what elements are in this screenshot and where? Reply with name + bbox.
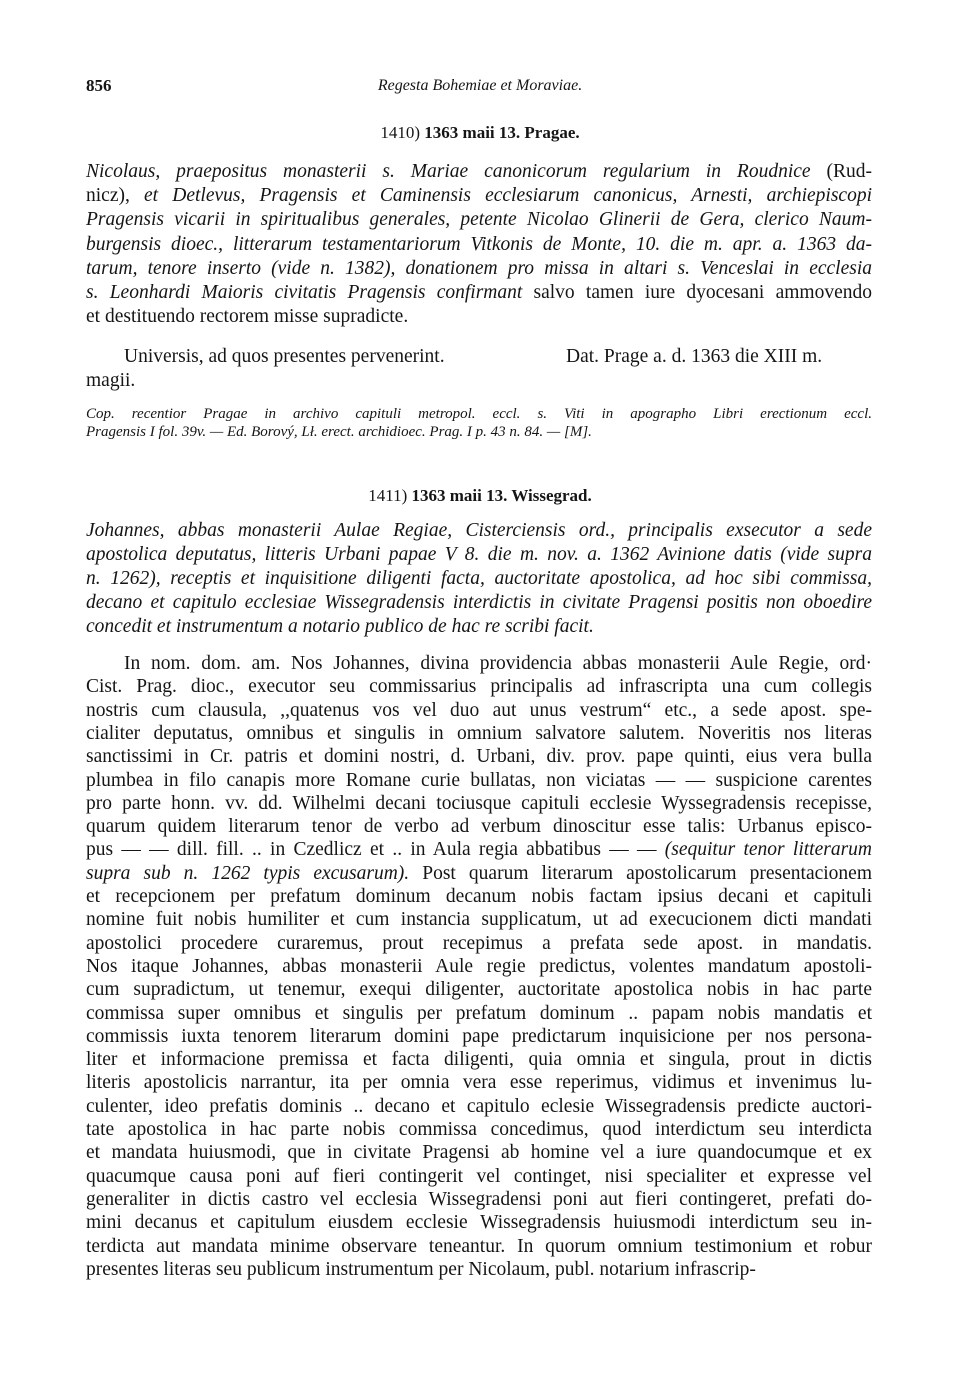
- roman-segment: cialiter deputatus, omnibus et singulis in omnium salvatore salutem. Noveritis nos literas: [86, 722, 872, 744]
- charter-text-line: [86, 815, 872, 839]
- roman-segment: Post quarum literarum apostolicarum presentacionem: [409, 862, 872, 884]
- charter-text-line: [86, 769, 872, 793]
- charter-text-line: [86, 652, 872, 676]
- entry-number: 1410): [380, 123, 421, 142]
- charter-text-line-text: [86, 1166, 872, 1187]
- charter-text-line-text: [86, 1003, 872, 1024]
- charter-text-line-text: [86, 909, 872, 930]
- roman-segment: liter et informacione premissa et facta diligenti, quia omnia et singula, prout in dictis: [86, 1049, 872, 1071]
- charter-text-line-text: [86, 886, 872, 907]
- roman-segment: commissis iuxta tenorem literarum domini pape predictarum inquisicione per nos persona-: [86, 1025, 872, 1047]
- regest-1410-line: [86, 257, 872, 281]
- charter-text-line: [86, 1141, 872, 1165]
- roman-segment: pus — — dill. fill. .. in Czedlicz et .. in Aula regia abbatibus — —: [86, 839, 665, 861]
- regest-1410-line: [86, 305, 872, 329]
- roman-segment: cum supradictum, ut tenemur, exequi diligenter, auctoritate apostolica nobis in hac parte: [86, 979, 872, 1001]
- charter-text-line-text: [86, 1236, 872, 1257]
- charter-text-line-text: [86, 700, 872, 721]
- roman-segment: (Rud-: [826, 161, 872, 182]
- entry-heading-1411: [0, 484, 960, 508]
- charter-text-line-text: [86, 1072, 872, 1093]
- roman-segment: quarum quidem literarum tenor de verbo ad verbum dinoscitur esse talis: Urbanus episco-: [86, 816, 872, 838]
- regest-1410-line-text: [86, 185, 872, 206]
- charter-text-line-text: [86, 1259, 756, 1280]
- roman-segment: terdicta aut mandata minime observare teneantur. In quorum omnium testimonium et robur: [86, 1235, 872, 1257]
- charter-text-line: [86, 1095, 872, 1119]
- italic-segment: et Detlevus, Pragensis et Caminensis ecclesiarum canonicus, Arnesti, archiepiscopi: [129, 185, 872, 207]
- entry-date-place: 1363 maii 13. Wissegrad.: [411, 486, 592, 505]
- regest-1411-line: n. 1262), receptis et inquisitione diligenti facta, auctoritate apostolica, ad hoc sibi commissa,: [86, 568, 872, 589]
- italic-segment: burgensis dioec., litterarum testamentariorum Vitkonis de Monte, 10. die m. apr. a. 1363 da-: [86, 233, 872, 255]
- dating-continuation: magii.: [86, 370, 136, 391]
- charter-text-line-text: [86, 1096, 872, 1117]
- regest-1410-line-text: [86, 258, 872, 279]
- italic-segment: supra sub n. 1262 typis excusarum).: [86, 862, 410, 884]
- roman-segment: et mandata huiusmodi, que in civitate Pragensi ab homine vel a iure quandocumque et ex: [86, 1142, 872, 1164]
- charter-text-line-text: [86, 839, 872, 860]
- roman-segment: et recepcionem per prefatum dominum decanum nobis factam ipsius decani et capituli: [86, 886, 872, 907]
- italic-segment: s. Leonhardi Maioris civitatis Pragensis confirmant: [86, 282, 523, 303]
- charter-text-line: [86, 699, 872, 723]
- charter-text-line: [86, 862, 872, 886]
- charter-text-line: [86, 1258, 872, 1282]
- regest-1410-line-text: [86, 209, 872, 230]
- entry-number: 1411): [368, 486, 408, 505]
- charter-text-line-text: [86, 956, 872, 977]
- regest-1410-line-text: [86, 161, 872, 182]
- charter-text-line-text: [86, 723, 872, 744]
- charter-text-line: [86, 1048, 872, 1072]
- charter-text-line: [86, 792, 872, 816]
- roman-segment: salvo tamen iure dyocesani ammovendo: [522, 282, 872, 303]
- charter-text-line-text: [86, 1049, 872, 1070]
- regest-1410-line-text: [86, 306, 408, 327]
- italic-segment: Nicolaus, praepositus monasterii s. Mariae canonicorum regularium in Roudnice: [86, 161, 827, 182]
- regest-1410-line: [86, 281, 872, 305]
- charter-text-line: [86, 1235, 872, 1259]
- roman-segment: sanctissimi in Cr. patris et domini nostri, d. Urbani, div. prov. pape quinti, eius vera bulla: [86, 746, 872, 768]
- charter-text-line: [86, 838, 872, 862]
- charter-text-line-text: [86, 1142, 872, 1163]
- roman-segment: literis apostolicis narrantur, ita per omnia vera esse reperimus, vidimus et invenimus lu-: [86, 1072, 872, 1094]
- charter-text-line: [86, 885, 872, 909]
- charter-text-line-text: [86, 1189, 872, 1210]
- regest-1410-line-text: [86, 234, 872, 255]
- italic-segment: (sequitur tenor litterarum: [664, 839, 872, 861]
- charter-text-line: [86, 1118, 872, 1142]
- source-note-line-1: Cop. recentior Pragae in archivo capituli metropol. eccl. s. Viti in apographo Libri erectionum eccl.: [86, 406, 872, 422]
- entry-date-place: 1363 maii 13. Pragae.: [424, 123, 580, 142]
- charter-text-line-text: [86, 933, 872, 954]
- charter-text-line: [86, 908, 872, 932]
- regest-1411-line: apostolica deputatus, litteris Urbani papae V 8. die m. nov. a. 1362 Avinione datis (vide supra: [86, 544, 872, 565]
- charter-text-line: [86, 1188, 872, 1212]
- charter-text-line-text: [86, 793, 872, 814]
- regest-1410-line: [86, 233, 872, 257]
- roman-segment: quacumque causa poni auf fieri contingerit vel continget, nisi specialiter et expresse vel: [86, 1165, 872, 1187]
- roman-segment: presentes literas seu publicum instrumentum per Nicolaum, publ. notarium infrascrip-: [86, 1258, 756, 1280]
- charter-text-line: [86, 1211, 872, 1235]
- charter-text-line: [86, 745, 872, 769]
- charter-text-line: [86, 978, 872, 1002]
- roman-segment: tate apostolica in hac parte nobis commissa concedimus, quod interdictum seu interdicta: [86, 1119, 872, 1140]
- roman-segment: nomine fuit nobis humiliter et cum instancia supplicatum, ut ad execucionem dicti mandati: [86, 909, 872, 931]
- regest-1411-line: decano et capitulo ecclesiae Wissegradensis interdictis in civitate Pragensi positis non oboedire: [86, 592, 872, 613]
- roman-segment: apostolici procedere curaremus, prout recepimus a prefata sede apost. in mandatis.: [86, 932, 872, 954]
- charter-text-line: [86, 955, 872, 979]
- entry-heading-1410: [0, 121, 960, 145]
- roman-segment: generaliter in dictis castro vel ecclesia Wissegradensi poni aut fieri contingeret, prefati do-: [86, 1188, 872, 1210]
- charter-text-line: [86, 1025, 872, 1049]
- roman-segment: In nom. dom. am. Nos Johannes, divina providencia abbas monasterii Aule Regie, ord·: [124, 653, 872, 674]
- charter-text-line-text: [86, 770, 872, 791]
- charter-text-line: [86, 1165, 872, 1189]
- roman-segment: Nos itaque Johannes, abbas monasterii Aule regie predictus, volentes mandatum apostoli-: [86, 955, 872, 977]
- page-number: 856: [86, 76, 112, 95]
- charter-text-line: [86, 1071, 872, 1095]
- incipit-text: Universis, ad quos presentes pervenerint.: [124, 346, 445, 367]
- regest-1411-line: Johannes, abbas monasterii Aulae Regiae, Cisterciensis ord., principalis exsecutor a sede: [86, 520, 872, 541]
- regest-1411-line: concedit et instrumentum a notario publico de hac re scribi facit.: [86, 616, 594, 637]
- dating-clause: Dat. Prage a. d. 1363 die XIII m.: [566, 346, 823, 367]
- charter-text-line-text: [86, 816, 872, 837]
- charter-text-line: [86, 932, 872, 956]
- roman-segment: culenter, ideo prefatis dominis .. decano et capitulo eclesie Wissegradensis predicte auctori-: [86, 1095, 872, 1117]
- roman-segment: pro parte honn. vv. dd. Wilhelmi decani tociusque capituli ecclesie Wyssegradensis recepisse,: [86, 792, 872, 814]
- charter-text-line-text: [86, 653, 872, 674]
- roman-segment: nostris cum clausula, ,,quatenus vos vel duo aut unus vestrum“ etc., a sede apost. spe-: [86, 699, 872, 721]
- charter-text-line-text: [86, 746, 872, 767]
- regest-1410-line: [86, 208, 872, 232]
- charter-text-line-text: [86, 1119, 872, 1140]
- roman-segment: Cist. Prag. dioc., executor seu commissarius principalis ad infrascripta una cum collegis: [86, 676, 872, 698]
- charter-text-line: [86, 675, 872, 699]
- regest-1410-line: [86, 184, 872, 208]
- running-head: Regesta Bohemiae et Moraviae.: [377, 77, 583, 94]
- charter-text-line: [86, 1002, 872, 1026]
- regest-1410-line: [86, 160, 872, 184]
- charter-text-line-text: [86, 863, 872, 884]
- charter-text-line-text: [86, 979, 872, 1000]
- italic-segment: tarum, tenore inserto (vide n. 1382), donationem pro missa in altari s. Venceslai in ecclesia: [86, 257, 872, 279]
- roman-segment: commissa super omnibus et singulis per prefatum dominum .. papam nobis mandatis et: [86, 1002, 872, 1024]
- roman-segment: et destituendo rectorem misse supradicte.: [86, 306, 409, 328]
- roman-segment: nicz),: [86, 185, 130, 207]
- italic-segment: Pragensis vicarii in spiritualibus generales, petente Nicolao Glinerii de Gera, clerico Naum-: [86, 209, 872, 231]
- source-note-line-2: Pragensis I fol. 39v. — Ed. Borový, Lł. erect. archidioec. Prag. I p. 43 n. 84. — [M].: [86, 424, 592, 440]
- regest-1410-line-text: [86, 282, 872, 303]
- roman-segment: plumbea in filo canapis more Romane curie bullatas, non viciatas — — suspicione carentes: [86, 769, 872, 791]
- charter-text-line: [86, 722, 872, 746]
- charter-text-line-text: [86, 676, 872, 697]
- roman-segment: mini decanus et capitulum eiusdem ecclesie Wissegradensis huiusmodi interdictum seu in-: [86, 1212, 872, 1234]
- charter-text-line-text: [86, 1212, 872, 1233]
- charter-text-line-text: [86, 1026, 872, 1047]
